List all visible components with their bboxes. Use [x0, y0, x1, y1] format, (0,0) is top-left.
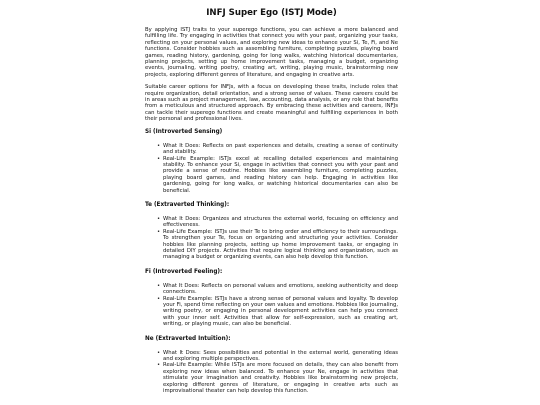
section-heading-fi: Fi (Introverted Feeling):	[145, 268, 223, 275]
list-item: • What It Does: Organizes and structures the external world, focusing on efficiency and effectiveness.	[159, 216, 398, 229]
bullet-list-ne	[145, 350, 398, 395]
intro-paragraph-2: Suitable career options for INFJs, with a focus on developing these traits, include roles that require organization, detail orientation, and a strong sense of values. These careers could be in areas such as project management, law, accounting, data analysis, or any role that benefits from a meticulous and structured approach. By embracing these activities and careers, INFJs can tackle their superego functions and create meaningful and fulfilling experiences in both their personal and professional lives.	[145, 84, 398, 123]
bullet-list-te	[145, 216, 398, 261]
list-item: • Real-Life Example: While ISTJs are more focused on details, they can also benefit from exploring new ideas when balanced. To enhance your Ne, engage in activities that stimulate your imagination and creativity. Hobbies like brainstorming new projects, exploring different genres of literature, or engaging in creative arts such as improvisational theater can help develop this function.	[159, 362, 398, 394]
list-item: • What It Does: Reflects on past experiences and details, creating a sense of continuity and stability.	[159, 143, 398, 156]
section-te	[145, 202, 398, 261]
list-item: • Real-Life Example: ISTJs use their Te to bring order and efficiency to their surroundings. To strengthen your Te, focus on organizing and structuring your activities. Consider hobbies like planning projects, setting up home improvement tasks, or engaging in detailed DIY projects. Activities that require logical thinking and organization, such as managing a budget or organizing events, can also help develop this function.	[159, 229, 398, 261]
list-item: • Real-Life Example: ISTJs have a strong sense of personal values and loyalty. To develop your Fi, spend time reflecting on your own values and emotions. Hobbies like journaling, writing poetry, or engaging in personal development activities can help you connect with your inner self. Activities that allow for self-expression, such as creating art, writing, or playing music, can also be beneficial.	[159, 296, 398, 328]
section-si	[145, 129, 398, 194]
list-item: • Real-Life Example: ISTJs excel at recalling detailed experiences and maintaining stability. To enhance your Si, engage in activities that connect you with your past and provide a sense of routine. Hobbies like assembling furniture, completing puzzles, playing board games, and reading history can help. Engaging in activities like gardening, going for long walks, or watching historical documentaries can also be beneficial.	[159, 156, 398, 194]
list-item: • What It Does: Reflects on personal values and emotions, seeking authenticity and deep connections.	[159, 283, 398, 296]
bullet-list-si	[145, 143, 398, 194]
document-body	[145, 0, 398, 394]
section-heading-si: Si (Introverted Sensing)	[145, 128, 223, 135]
bullet-list-fi	[145, 283, 398, 328]
page-title: INFJ Super Ego (ISTJ Mode)	[206, 8, 337, 18]
section-heading-te: Te (Extraverted Thinking):	[145, 201, 230, 208]
intro-paragraph-1: By applying ISTJ traits to your superego functions, you can achieve a more balanced and fulfilling life. Try engaging in activities that connect you with your past, organizing your tasks, reflecting on your personal values, and exploring new ideas to enhance your Si, Te, Fi, and Ne functions. Consider hobbies such as assembling furniture, completing puzzles, playing board games, reading history, gardening, going for long walks, watching historical documentaries, planning projects, setting up home improvement tasks, managing a budget, organizing events, journaling, writing poetry, creating art, writing, playing music, brainstorming new projects, exploring different genres of literature, and engaging in creative arts.	[145, 27, 398, 78]
section-fi	[145, 269, 398, 328]
section-heading-ne: Ne (Extraverted Intuition):	[145, 335, 231, 342]
section-ne	[145, 336, 398, 395]
list-item: • What It Does: Sees possibilities and potential in the external world, generating ideas and exploring multiple perspectives.	[159, 350, 398, 363]
